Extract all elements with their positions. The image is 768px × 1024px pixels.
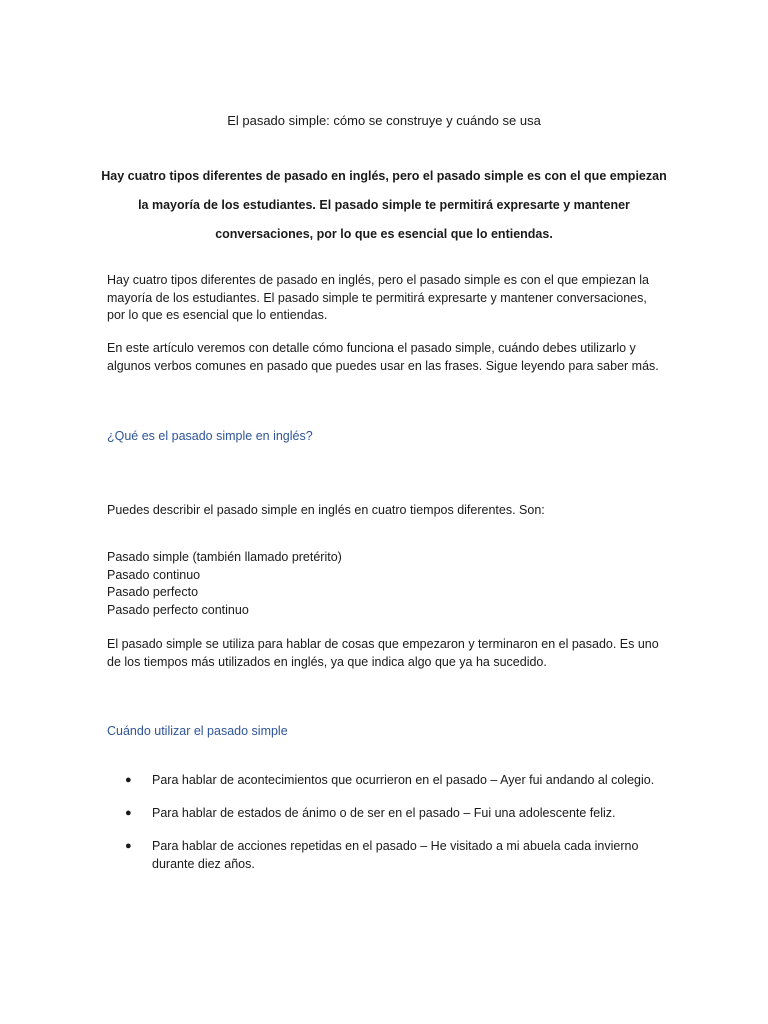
bullet-item-text: Para hablar de acciones repetidas en el pasado – He visitado a mi abuela cada invierno durante diez años. — [152, 839, 639, 871]
list-item: Pasado continuo — [107, 567, 201, 582]
bullet-item-text: Para hablar de acontecimientos que ocurrieron en el pasado – Ayer fui andando al colegio. — [152, 773, 655, 787]
section-heading-when-to-use: Cuándo utilizar el pasado simple — [107, 724, 288, 738]
article-overview-paragraph: En este artículo veremos con detalle cómo funciona el pasado simple, cuándo debes utilizarlo y algunos verbos comunes en pasado que puedes usar en las frases. Sigue leyendo para saber más. — [107, 341, 659, 373]
section-heading-what-is: ¿Qué es el pasado simple en inglés? — [107, 429, 313, 443]
usage-description-paragraph: El pasado simple se utiliza para hablar de cosas que empezaron y terminaron en el pasado. Es uno de los tiempos más utilizados en inglés, ya que indica algo que ya ha sucedido. — [107, 637, 659, 669]
bullet-item — [125, 772, 665, 790]
intro-bold-paragraph: Hay cuatro tipos diferentes de pasado en inglés, pero el pasado simple es con el que empiezan la mayoría de los estudiantes. El pasado simple te permitirá expresarte y mantener conversaciones, por lo que es esencial que lo entiendas. — [101, 169, 667, 241]
bullet-icon: ● — [125, 807, 132, 819]
bullet-item — [125, 838, 665, 873]
bullet-icon: ● — [125, 840, 132, 852]
document-title: El pasado simple: cómo se construye y cuándo se usa — [227, 113, 541, 128]
list-item: Pasado perfecto — [107, 585, 199, 599]
uses-bullet-list — [125, 772, 665, 889]
bullet-item — [125, 805, 665, 823]
list-item: Pasado perfecto continuo — [107, 602, 249, 617]
list-item: Pasado simple (también llamado pretérito) — [107, 550, 342, 564]
bullet-item-text: Para hablar de estados de ánimo o de ser en el pasado – Fui una adolescente feliz. — [152, 806, 616, 820]
intro-paragraph: Hay cuatro tipos diferentes de pasado en inglés, pero el pasado simple es con el que empiezan la mayoría de los estudiantes. El pasado simple te permitirá expresarte y mantener conversaciones, por lo que es esencial que lo entiendas. — [107, 273, 650, 322]
tenses-intro-paragraph: Puedes describir el pasado simple en inglés en cuatro tiempos diferentes. Son: — [107, 503, 545, 517]
bullet-icon: ● — [125, 774, 132, 786]
past-tenses-list — [107, 549, 342, 619]
